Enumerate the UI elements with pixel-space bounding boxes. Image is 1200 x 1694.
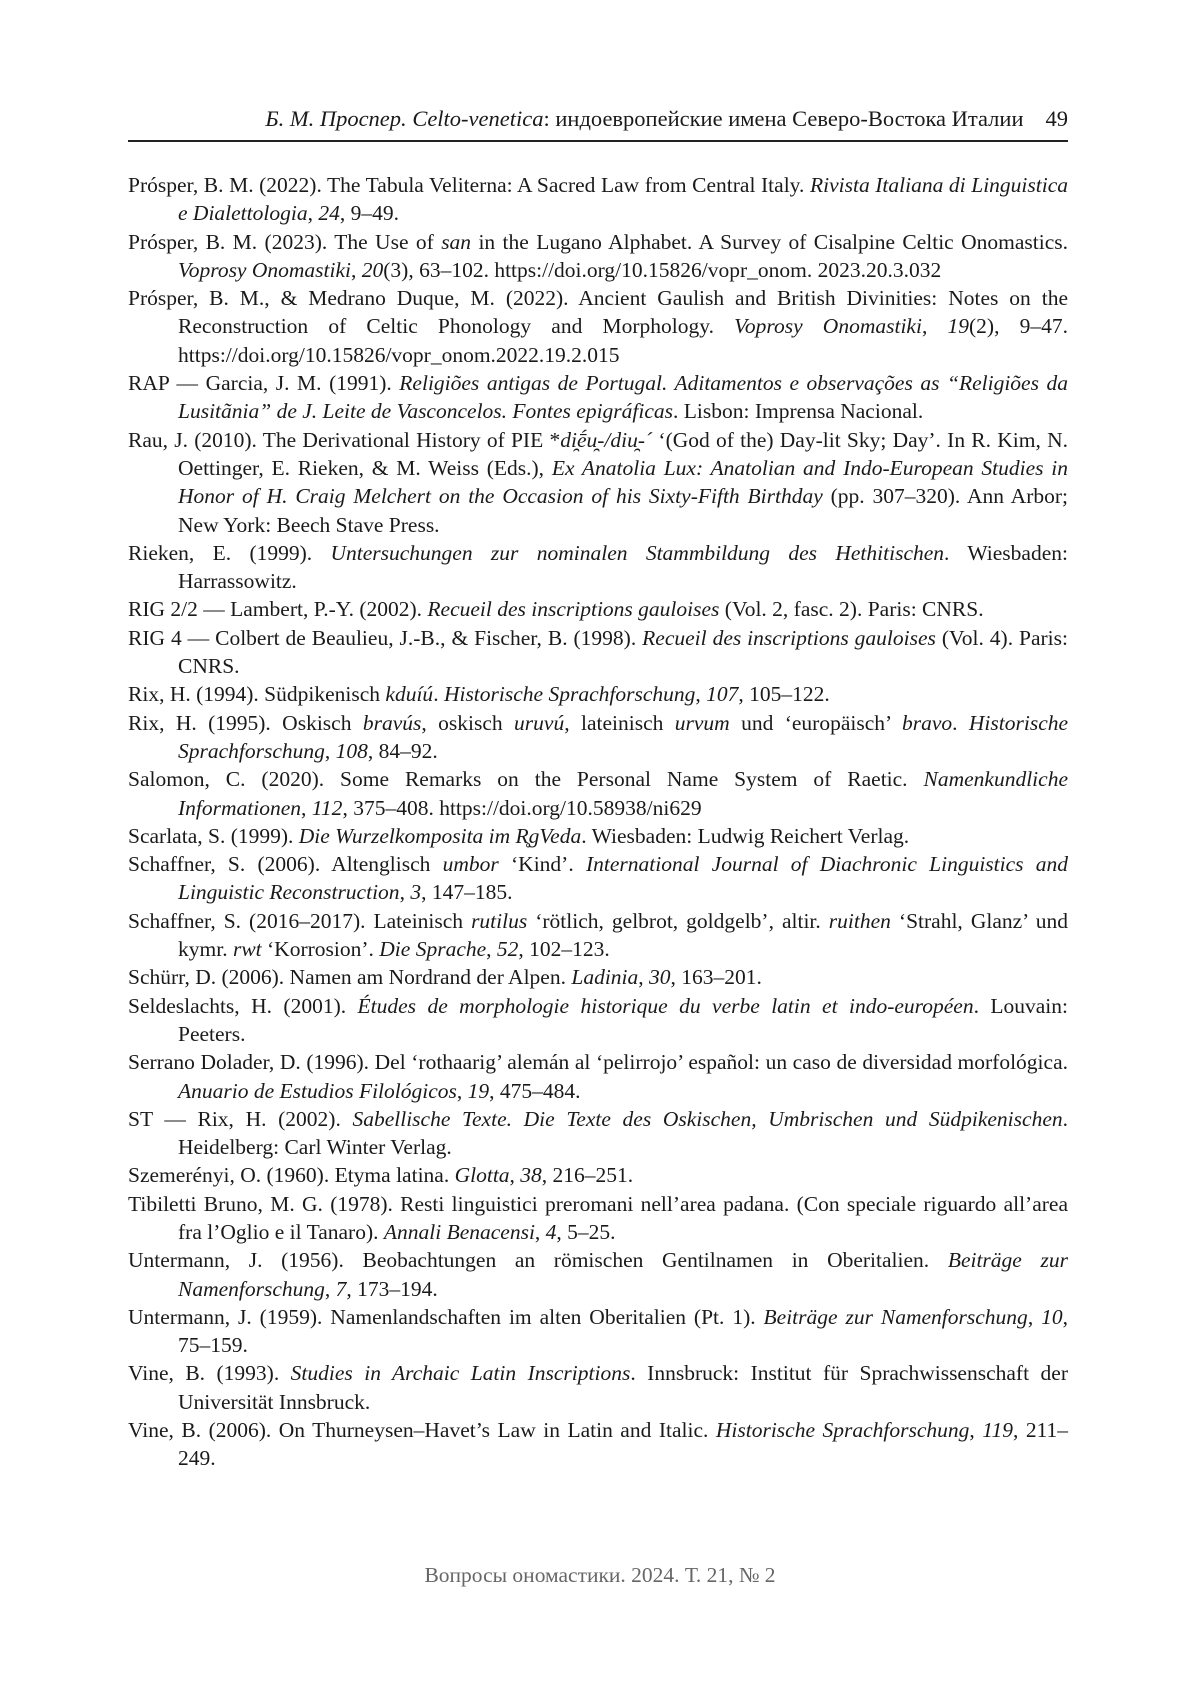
reference-text: Untermann, J. (1956). Beobachtungen an römischen Gentilnamen in Oberitalien. xyxy=(128,1248,948,1273)
reference-entry xyxy=(128,426,1068,539)
reference-entry xyxy=(128,284,1068,369)
reference-entry xyxy=(128,709,1068,766)
reference-text: Rau, J. (2010). The Derivational History of PIE * xyxy=(128,427,561,452)
reference-text: Schaffner, S. (2006). Altenglisch xyxy=(128,852,443,877)
reference-italic-text: 38 xyxy=(520,1163,542,1188)
reference-italic-text: 10 xyxy=(1041,1304,1063,1329)
reference-italic-text: bravús xyxy=(362,710,422,735)
reference-text: . xyxy=(433,682,444,707)
reference-italic-text: uruvú xyxy=(514,710,565,735)
reference-text: Szemerényi, O. (1960). Etyma latina. xyxy=(128,1163,455,1188)
reference-italic-text: 20 xyxy=(361,257,384,282)
reference-text: , lateinisch xyxy=(564,710,675,735)
reference-italic-text: Beiträge zur Namenforschung xyxy=(763,1304,1028,1329)
reference-entry xyxy=(128,1246,1068,1303)
reference-text: Rix, H. (1995). Oskisch xyxy=(128,710,363,735)
reference-italic-text: Historische Sprachforschung xyxy=(715,1418,970,1443)
reference-text: (Vol. 4). Paris: CNRS. xyxy=(178,625,1068,679)
reference-text: Salomon, C. (2020). Some Remarks on the Personal Name System of Raetic. xyxy=(128,767,924,792)
reference-text: , 105–122. xyxy=(738,682,830,707)
reference-text: Prósper, B. M. (2023). The Use of xyxy=(128,229,442,254)
reference-italic-text: bravo xyxy=(901,710,953,735)
reference-italic-text: Beiträge zur Namenforschung xyxy=(178,1248,1068,1301)
page-number: 49 xyxy=(1045,106,1068,131)
reference-text: Prósper, B. M., & Medrano Duque, M. (2022). Ancient Gaulish and British Divinities: Notes on the Reconstruction of Celtic Phonology and Morphology. xyxy=(128,286,1068,339)
reference-text: , 173–194. xyxy=(346,1276,438,1301)
reference-text: , xyxy=(638,965,650,990)
reference-italic-text: rutilus xyxy=(471,908,528,933)
reference-text: in the Lugano Alphabet. A Survey of Cisalpine Celtic Onomastics. xyxy=(471,229,1068,254)
reference-text: ST — Rix, H. (2002). xyxy=(128,1106,353,1131)
reference-italic-text: san xyxy=(441,229,472,254)
reference-italic-text: 19 xyxy=(947,314,969,339)
reference-entry xyxy=(128,369,1068,426)
reference-text: (Vol. 2, fasc. 2). Paris: CNRS. xyxy=(719,597,984,622)
reference-text: ‘rötlich, gelbrot, goldgelb’, altir. xyxy=(527,908,829,933)
reference-italic-text: 7 xyxy=(335,1276,347,1301)
reference-text: , xyxy=(301,795,312,820)
reference-text: , xyxy=(921,314,948,339)
reference-text: Prósper, B. M. (2022). The Tabula Veliterna: A Sacred Law from Central Italy. xyxy=(128,173,810,197)
reference-italic-text: 52 xyxy=(496,937,519,962)
reference-italic-text: Ex Anatolia Lux: Anatolian and Indo-European Studies in Honor of H. Craig Melchert on the Occasion of his Sixty-Fifth Birthday xyxy=(178,455,1068,509)
reference-entry xyxy=(128,1416,1068,1473)
journal-footer: Вопросы ономастики. 2024. Т. 21, № 2 xyxy=(424,1563,776,1587)
reference-entry xyxy=(128,595,1068,623)
reference-italic-text: Glotta xyxy=(454,1163,510,1188)
reference-italic-text: Études de morphologie historique du verbe latin et indo-européen xyxy=(357,993,974,1018)
running-head-title xyxy=(265,104,1023,134)
reference-text: Serrano Dolader, D. (1996). Del ‘rothaarig’ alemán al ‘pelirrojo’ español: un caso de diversidad morfológica. xyxy=(128,1050,1068,1075)
reference-text: , xyxy=(351,257,362,282)
reference-text: , 84–92. xyxy=(367,738,438,763)
reference-italic-text: Recueil des inscriptions gauloises xyxy=(427,597,720,622)
reference-entry xyxy=(128,539,1068,596)
reference-italic-text: 4 xyxy=(545,1219,557,1244)
reference-entry xyxy=(128,1359,1068,1416)
reference-italic-text: Die Wurzelkomposita im R̥gVeda xyxy=(298,823,582,848)
reference-text: Schürr, D. (2006). Namen am Nordrand der Alpen. xyxy=(128,965,572,990)
reference-text: Tibiletti Bruno, M. G. (1978). Resti linguistici preromani nell’area padana. (Con speciale riguardo all’area fra l’Oglio e il Tanaro). xyxy=(128,1191,1068,1244)
reference-text: . Wiesbaden: Harrassowitz. xyxy=(178,540,1068,594)
reference-entry xyxy=(128,765,1068,822)
reference-text: , 75–159. xyxy=(178,1304,1068,1358)
reference-text: , 102–123. xyxy=(518,937,610,962)
reference-text: . Innsbruck: Institut für Sprachwissenschaft der Universität Innsbruck. xyxy=(178,1361,1068,1414)
reference-entry xyxy=(128,963,1068,991)
reference-text: , 216–251. xyxy=(541,1163,634,1188)
reference-italic-text: Untersuchungen zur nominalen Stammbildung des Hethitischen xyxy=(330,540,945,565)
reference-italic-text: 3 xyxy=(410,880,422,905)
running-head-title-italic: Celto-venetica xyxy=(412,106,544,131)
reference-italic-text: Recueil des inscriptions gauloises xyxy=(642,625,936,650)
reference-italic-text: Voprosy Onomastiki xyxy=(734,314,922,339)
reference-italic-text: Studies in Archaic Latin Inscriptions xyxy=(290,1361,631,1386)
reference-text: , 9–49. xyxy=(339,201,399,226)
reference-text: . Louvain: Peeters. xyxy=(178,993,1068,1046)
reference-text: ‘Korrosion’. xyxy=(261,937,380,962)
reference-italic-text: Anuario de Estudios Filológicos xyxy=(178,1078,457,1103)
reference-italic-text: 19 xyxy=(467,1078,490,1103)
reference-italic-text: rwt xyxy=(232,937,262,962)
reference-text: . Heidelberg: Carl Winter Verlag. xyxy=(178,1106,1068,1160)
reference-italic-text: umbor xyxy=(442,852,499,877)
reference-text: , xyxy=(509,1163,521,1188)
reference-text: und ‘europäisch’ xyxy=(729,710,902,735)
reference-text: , 163–201. xyxy=(670,965,762,990)
reference-text: ‘(God of the) Day-lit Sky; Day’. In R. Kim, N. Oettinger, E. Rieken, & M. Weiss (Eds.), xyxy=(178,427,1068,480)
reference-entry xyxy=(128,228,1068,285)
reference-italic-text: Die Sprache xyxy=(379,937,487,962)
reference-text: , xyxy=(534,1219,546,1244)
reference-italic-text: 119 xyxy=(982,1418,1013,1443)
reference-text: , xyxy=(1027,1304,1042,1329)
reference-text: , 5–25. xyxy=(556,1219,616,1244)
reference-text: Vine, B. (1993). xyxy=(128,1361,291,1386)
reference-entry xyxy=(128,1161,1068,1189)
reference-italic-text: Voprosy Onomastiki xyxy=(178,257,351,282)
reference-text: , 375–408. https://doi.org/10.58938/ni629 xyxy=(342,795,702,820)
reference-text: , xyxy=(486,937,497,962)
reference-text: , 147–185. xyxy=(421,880,513,905)
reference-italic-text: Sabellische Texte. Die Texte des Oskischen, Umbrischen und Südpikenischen xyxy=(352,1106,1063,1131)
reference-text: RIG 4 — Colbert de Beaulieu, J.-B., & Fischer, B. (1998). xyxy=(128,625,643,650)
header-rule xyxy=(128,140,1068,142)
reference-entry xyxy=(128,171,1068,228)
reference-text: , xyxy=(307,201,319,226)
reference-italic-text: 24 xyxy=(318,201,340,226)
reference-text: , xyxy=(969,1418,983,1443)
reference-text: , 475–484. xyxy=(489,1078,581,1103)
reference-italic-text: Historische Sprachforschung xyxy=(178,710,1069,763)
reference-italic-text: Namenkundliche Informationen xyxy=(178,767,1068,820)
reference-text: Vine, B. (2006). On Thurneysen–Havet’s Law in Latin and Italic. xyxy=(128,1418,716,1443)
reference-entry xyxy=(128,1048,1068,1105)
reference-text: (2), 9–47. https://doi.org/10.15826/vopr_onom.2022.19.2.015 xyxy=(178,314,1068,367)
reference-text: , xyxy=(324,1276,336,1301)
reference-italic-text: 107 xyxy=(706,682,739,707)
reference-italic-text: Religiões antigas de Portugal. Aditamentos e observações as “Religiões da Lusitãnia” de J. Leite de Vasconcelos. Fontes epigráficas xyxy=(178,371,1068,424)
reference-entry xyxy=(128,624,1068,681)
reference-text: Rieken, E. (1999). xyxy=(128,540,331,565)
reference-entry xyxy=(128,680,1068,708)
reference-italic-text: 108 xyxy=(335,738,368,763)
reference-text: Untermann, J. (1959). Namenlandschaften im alten Oberitalien (Pt. 1). xyxy=(128,1304,764,1329)
reference-text: RIG 2/2 — Lambert, P.-Y. (2002). xyxy=(128,597,428,622)
reference-italic-text: Annali Benacensi xyxy=(383,1219,535,1244)
reference-text: , 211–249. xyxy=(178,1418,1069,1471)
reference-text: Rix, H. (1994). Südpikenisch xyxy=(128,682,386,707)
reference-text: Schaffner, S. (2016–2017). Lateinisch xyxy=(128,908,472,933)
reference-italic-text: Ladinia xyxy=(571,965,639,990)
reference-text: . Wiesbaden: Ludwig Reichert Verlag. xyxy=(581,823,910,848)
reference-entry xyxy=(128,907,1068,964)
reference-text: Seldeslachts, H. (2001). xyxy=(128,993,358,1018)
reference-text: , xyxy=(695,682,707,707)
reference-text: , xyxy=(456,1078,468,1103)
reference-text: Scarlata, S. (1999). xyxy=(128,823,299,848)
reference-text: . Lisbon: Imprensa Nacional. xyxy=(673,399,924,424)
reference-text: ‘Kind’. xyxy=(498,852,586,877)
running-head xyxy=(128,104,1068,134)
reference-entry xyxy=(128,1303,1068,1360)
reference-entry xyxy=(128,822,1068,850)
reference-italic-text: kduíú xyxy=(385,682,434,707)
reference-text: (3), 63–102. https://doi.org/10.15826/vopr_onom. 2023.20.3.032 xyxy=(383,257,942,282)
reference-italic-text: Historische Sprachforschung xyxy=(443,682,696,707)
reference-text: RAP — Garcia, J. M. (1991). xyxy=(128,371,400,396)
reference-text: , oskisch xyxy=(421,710,515,735)
reference-text: , xyxy=(324,738,336,763)
reference-list xyxy=(128,171,1068,1473)
reference-text: (pp. 307–320). Ann Arbor; New York: Beech Stave Press. xyxy=(178,484,1068,537)
reference-italic-text: International Journal of Diachronic Linguistics and Linguistic Reconstruction xyxy=(178,852,1069,905)
running-head-title-rest: : индоевропейские имена Северо-Востока Италии xyxy=(543,106,1024,131)
reference-italic-text: 112 xyxy=(311,795,343,820)
reference-italic-text: di̯ḗu̯-/diu̯-´ xyxy=(560,427,653,452)
reference-text: ‘Strahl, Glanz’ und kymr. xyxy=(178,908,1068,962)
reference-italic-text: 30 xyxy=(649,965,671,990)
reference-entry xyxy=(128,850,1068,907)
reference-italic-text: ruithen xyxy=(828,908,891,933)
reference-entry xyxy=(128,1190,1068,1247)
reference-italic-text: Rivista Italiana di Linguistica e Dialettologia xyxy=(178,173,1069,226)
reference-text: . xyxy=(952,710,969,735)
reference-italic-text: urvum xyxy=(674,710,730,735)
running-head-author: Б. М. Проспер. xyxy=(265,106,407,131)
reference-entry xyxy=(128,1105,1068,1162)
reference-text: , xyxy=(399,880,411,905)
reference-entry xyxy=(128,992,1068,1049)
